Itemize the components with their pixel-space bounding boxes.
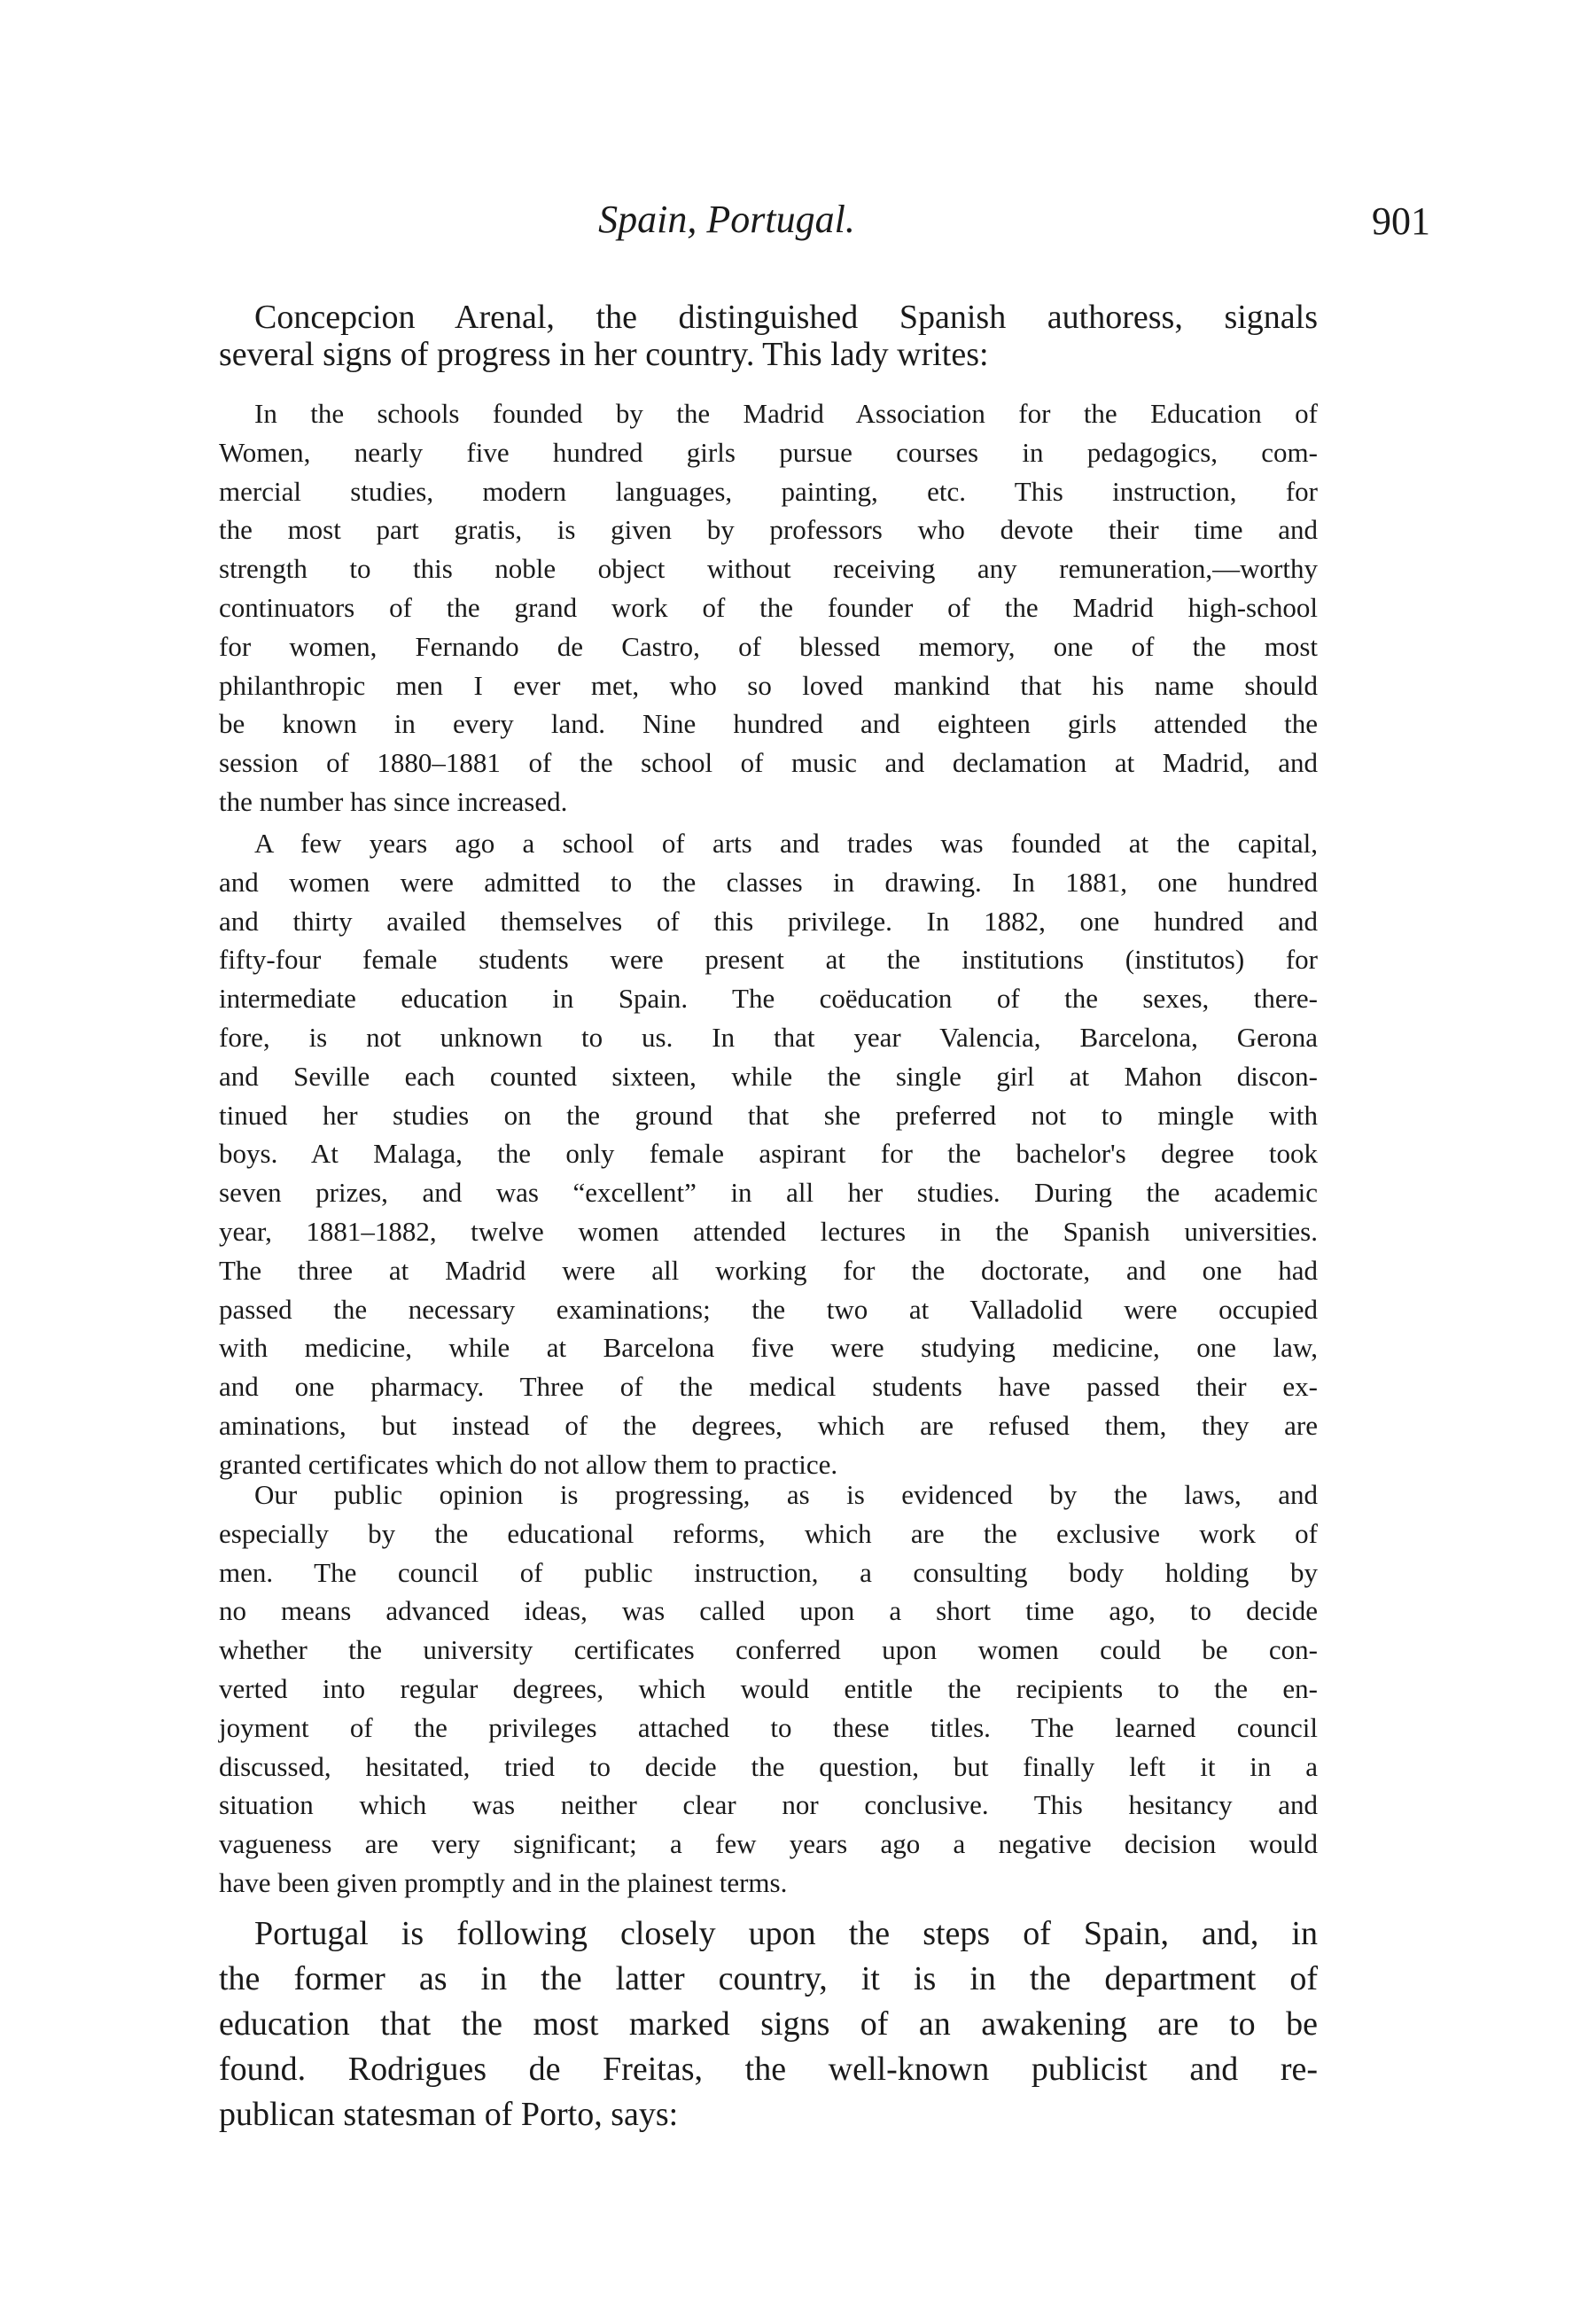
text-line: have been given promptly and in the plainest terms. bbox=[219, 1866, 788, 1898]
text-line: education that the most marked signs of an awakening are to be bbox=[219, 2005, 1318, 2043]
text-line: Women, nearly five hundred girls pursue courses in pedagogics, com- bbox=[219, 436, 1318, 468]
text-line: be known in every land. Nine hundred and eighteen girls attended the bbox=[219, 708, 1318, 740]
text-line: passed the necessary examinations; the two at Valladolid were occupied bbox=[219, 1293, 1318, 1325]
text-line: and one pharmacy. Three of the medical students have passed their ex- bbox=[219, 1371, 1318, 1403]
text-line: The three at Madrid were all working for the doctorate, and one had bbox=[219, 1254, 1318, 1286]
text-line: with medicine, while at Barcelona five were studying medicine, one law, bbox=[219, 1332, 1318, 1364]
text-line: several signs of progress in her country. This lady writes: bbox=[219, 336, 989, 373]
text-line: and thirty availed themselves of this privilege. In 1882, one hundred and bbox=[219, 905, 1318, 937]
text-line: the number has since increased. bbox=[219, 785, 568, 817]
text-line: granted certificates which do not allow them to practice. bbox=[219, 1448, 838, 1480]
text-line: for women, Fernando de Castro, of blessed memory, one of the most bbox=[219, 630, 1318, 662]
text-line: strength to this noble object without receiving any remuneration,—worthy bbox=[219, 553, 1318, 585]
text-line: joyment of the privileges attached to these titles. The learned council bbox=[219, 1711, 1318, 1743]
text-line: especially by the educational reforms, which are the exclusive work of bbox=[219, 1517, 1318, 1549]
quote-paragraph-arts-trades bbox=[219, 824, 1318, 1484]
text-line: whether the university certificates conferred upon women could be con- bbox=[219, 1634, 1318, 1666]
intro-paragraph bbox=[219, 299, 1318, 373]
text-line: men. The council of public instruction, a consulting body holding by bbox=[219, 1556, 1318, 1588]
text-line: no means advanced ideas, was called upon a short time ago, to decide bbox=[219, 1595, 1318, 1627]
text-line: the most part gratis, is given by professors who devote their time and bbox=[219, 514, 1318, 546]
text-line: verted into regular degrees, which would entitle the recipients to the en- bbox=[219, 1672, 1318, 1704]
text-line: situation which was neither clear nor conclusive. This hesitancy and bbox=[219, 1789, 1318, 1821]
page-number: 901 bbox=[1372, 199, 1430, 243]
text-line: the former as in the latter country, it is in the department of bbox=[219, 1960, 1318, 1997]
text-line: philanthropic men I ever met, who so loved mankind that his name should bbox=[219, 669, 1318, 701]
text-line: and Seville each counted sixteen, while the single girl at Mahon discon- bbox=[219, 1060, 1318, 1092]
running-title: Spain, Portugal. bbox=[598, 198, 855, 241]
text-line: In the schools founded by the Madrid Association for the Education of bbox=[254, 398, 1318, 429]
text-line: vagueness are very significant; a few years ago a negative decision would bbox=[219, 1828, 1318, 1860]
text-line: fifty-four female students were present at the institutions (institutos) for bbox=[219, 944, 1318, 976]
text-line: Concepcion Arenal, the distinguished Spanish authoress, signals bbox=[254, 299, 1318, 336]
text-line: continuators of the grand work of the founder of the Madrid high-school bbox=[219, 591, 1318, 623]
text-line: tinued her studies on the ground that she preferred not to mingle with bbox=[219, 1099, 1318, 1131]
text-line: fore, is not unknown to us. In that year Valencia, Barcelona, Gerona bbox=[219, 1021, 1318, 1053]
text-line: mercial studies, modern languages, painting, etc. This instruction, for bbox=[219, 475, 1318, 507]
portugal-paragraph bbox=[219, 1911, 1318, 2137]
text-line: aminations, but instead of the degrees, which are refused them, they are bbox=[219, 1409, 1318, 1441]
text-line: discussed, hesitated, tried to decide the question, but finally left it in a bbox=[219, 1750, 1318, 1782]
quote-paragraph-public-opinion bbox=[219, 1475, 1318, 1903]
quote-paragraph-schools bbox=[219, 394, 1318, 821]
text-line: Our public opinion is progressing, as is evidenced by the laws, and bbox=[254, 1479, 1318, 1510]
text-line: intermediate education in Spain. The coëducation of the sexes, there- bbox=[219, 983, 1318, 1015]
text-line: session of 1880–1881 of the school of music and declamation at Madrid, and bbox=[219, 747, 1318, 779]
text-line: found. Rodrigues de Freitas, the well-known publicist and re- bbox=[219, 2051, 1318, 2088]
text-line: A few years ago a school of arts and trades was founded at the capital, bbox=[254, 828, 1318, 859]
text-line: seven prizes, and was “excellent” in all her studies. During the academic bbox=[219, 1177, 1318, 1209]
text-line: year, 1881–1882, twelve women attended lectures in the Spanish universities. bbox=[219, 1215, 1318, 1247]
text-line: and women were admitted to the classes in drawing. In 1881, one hundred bbox=[219, 866, 1318, 898]
text-line: publican statesman of Porto, says: bbox=[219, 2096, 679, 2133]
text-line: boys. At Malaga, the only female aspirant for the bachelor's degree took bbox=[219, 1138, 1318, 1170]
text-line: Portugal is following closely upon the steps of Spain, and, in bbox=[254, 1915, 1318, 1952]
